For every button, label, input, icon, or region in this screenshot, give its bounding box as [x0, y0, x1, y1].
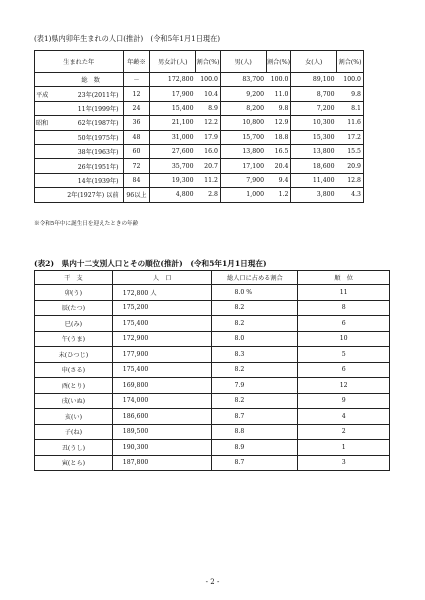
- female-pop-cell: 89,100: [291, 73, 337, 87]
- table-row: [35, 188, 364, 202]
- table-row: [35, 378, 390, 394]
- header-rank: 順 位: [298, 271, 390, 285]
- age-cell: 72: [123, 159, 150, 173]
- age-cell: －: [123, 73, 150, 87]
- birth-year-cell: 62年(1987年): [59, 116, 123, 130]
- birth-year-cell: 26年(1951年): [59, 159, 123, 173]
- table-row: [35, 159, 364, 173]
- male-pop-cell: 17,100: [220, 159, 266, 173]
- population-cell: 187,800: [112, 455, 212, 471]
- header-share: 総人口に占める割合: [212, 271, 298, 285]
- birth-year-cell: 50年(1975年): [59, 130, 123, 144]
- total-ratio-cell: 100.0: [196, 73, 221, 87]
- era-label-cell: [35, 130, 59, 144]
- birth-year-cell: 23年(2011年): [59, 87, 123, 101]
- table-row: [35, 130, 364, 144]
- male-pop-cell: 7,900: [220, 173, 266, 187]
- table-row: [35, 144, 364, 158]
- male-pop-cell: 83,700: [220, 73, 266, 87]
- male-ratio-cell: 100.0: [266, 73, 291, 87]
- era-label-cell: [35, 73, 59, 87]
- zodiac-sign-cell: 酉(とり): [35, 378, 113, 394]
- zodiac-sign-cell: 寅(とら): [35, 455, 113, 471]
- female-ratio-cell: 17.2: [337, 130, 364, 144]
- total-pop-cell: 19,300: [150, 173, 196, 187]
- male-pop-cell: 15,700: [220, 130, 266, 144]
- population-cell: 190,300: [112, 440, 212, 456]
- header-female-pop: 女(人): [291, 51, 337, 73]
- table1-title: (表1)県内卯年生まれの人口(推計) (令和5年1月1日現在): [34, 34, 221, 43]
- female-ratio-cell: 15.5: [337, 144, 364, 158]
- population-cell: 174,000: [112, 393, 212, 409]
- share-cell: 8.8: [212, 424, 298, 440]
- table-row: [35, 393, 390, 409]
- rank-cell: 3: [298, 455, 390, 471]
- age-cell: 60: [123, 144, 150, 158]
- female-pop-cell: 11,400: [291, 173, 337, 187]
- female-ratio-cell: 20.9: [337, 159, 364, 173]
- total-ratio-cell: 17.9: [196, 130, 221, 144]
- share-cell: 8.2: [212, 393, 298, 409]
- rank-cell: 1: [298, 440, 390, 456]
- table-row: [35, 424, 390, 440]
- female-ratio-cell: 12.8: [337, 173, 364, 187]
- rank-cell: 6: [298, 362, 390, 378]
- table2-header-row: [35, 271, 390, 285]
- table-row: [35, 331, 390, 347]
- table-row: [35, 316, 390, 332]
- header-zodiac-sign: 干 支: [35, 271, 113, 285]
- male-ratio-cell: 9.8: [266, 101, 291, 115]
- population-cell: 175,200: [112, 300, 212, 316]
- male-pop-cell: 13,800: [220, 144, 266, 158]
- population-cell: 189,500: [112, 424, 212, 440]
- share-cell: 8.7: [212, 409, 298, 425]
- female-pop-cell: 7,200: [291, 101, 337, 115]
- male-pop-cell: 1,000: [220, 188, 266, 202]
- total-pop-cell: 35,700: [150, 159, 196, 173]
- female-pop-cell: 13,800: [291, 144, 337, 158]
- birth-year-cell: 2年(1927年) 以前: [59, 188, 123, 202]
- female-pop-cell: 10,300: [291, 116, 337, 130]
- total-pop-cell: 4,800: [150, 188, 196, 202]
- share-cell: 8.3: [212, 347, 298, 363]
- total-ratio-cell: 16.0: [196, 144, 221, 158]
- female-ratio-cell: 100.0: [337, 73, 364, 87]
- era-label-cell: [35, 101, 59, 115]
- zodiac-sign-cell: 卯(う): [35, 285, 113, 301]
- birth-year-cell: 38年(1963年): [59, 144, 123, 158]
- birth-year-cell: 総 数: [59, 73, 123, 87]
- birth-year-cell: 11年(1999年): [59, 101, 123, 115]
- era-label-cell: [35, 173, 59, 187]
- share-cell: 8.2: [212, 316, 298, 332]
- share-cell: 8.2: [212, 362, 298, 378]
- rank-cell: 4: [298, 409, 390, 425]
- population-cell: 175,400: [112, 362, 212, 378]
- population-cell: 172,900: [112, 331, 212, 347]
- rank-cell: 10: [298, 331, 390, 347]
- rank-cell: 12: [298, 378, 390, 394]
- total-ratio-cell: 2.8: [196, 188, 221, 202]
- era-label-cell: [35, 144, 59, 158]
- male-ratio-cell: 16.5: [266, 144, 291, 158]
- share-cell: 8.2: [212, 300, 298, 316]
- total-pop-cell: 17,900: [150, 87, 196, 101]
- total-pop-cell: 31,000: [150, 130, 196, 144]
- rank-cell: 6: [298, 316, 390, 332]
- zodiac-sign-cell: 巳(み): [35, 316, 113, 332]
- age-cell: 48: [123, 130, 150, 144]
- birth-year-cell: 14年(1939年): [59, 173, 123, 187]
- header-born-year: 生まれた年: [35, 51, 124, 73]
- share-cell: 8.7: [212, 455, 298, 471]
- female-pop-cell: 18,600: [291, 159, 337, 173]
- era-label-cell: [35, 159, 59, 173]
- table1-footnote: ※令和5年中に誕生日を迎えたときの年齢: [34, 221, 139, 227]
- header-total-pop: 男女計(人): [150, 51, 196, 73]
- header-male-pop: 男(人): [220, 51, 266, 73]
- table-row: [35, 300, 390, 316]
- rank-cell: 11: [298, 285, 390, 301]
- table1-birth-year-population: [34, 50, 364, 203]
- table-row: [35, 409, 390, 425]
- table-row: [35, 87, 364, 101]
- male-ratio-cell: 1.2: [266, 188, 291, 202]
- population-cell: 177,900: [112, 347, 212, 363]
- rank-cell: 5: [298, 347, 390, 363]
- rank-cell: 9: [298, 393, 390, 409]
- era-label-cell: 平成: [35, 87, 59, 101]
- population-cell: 175,400: [112, 316, 212, 332]
- zodiac-sign-cell: 子(ね): [35, 424, 113, 440]
- total-pop-cell: 21,100: [150, 116, 196, 130]
- table2-zodiac-population: [34, 270, 390, 471]
- zodiac-sign-cell: 戌(いぬ): [35, 393, 113, 409]
- total-pop-cell: 27,600: [150, 144, 196, 158]
- table-row: [35, 101, 364, 115]
- table-row: [35, 455, 390, 471]
- era-label-cell: [35, 188, 59, 202]
- total-ratio-cell: 11.2: [196, 173, 221, 187]
- male-pop-cell: 10,800: [220, 116, 266, 130]
- header-male-ratio: 割合(%): [266, 51, 291, 73]
- population-cell: 169,800: [112, 378, 212, 394]
- era-label-cell: 昭和: [35, 116, 59, 130]
- table-row: [35, 440, 390, 456]
- zodiac-sign-cell: 午(うま): [35, 331, 113, 347]
- header-population: 人 口: [112, 271, 212, 285]
- table-row: [35, 362, 390, 378]
- zodiac-sign-cell: 亥(い): [35, 409, 113, 425]
- population-cell: 186,600: [112, 409, 212, 425]
- header-total-ratio: 割合(%): [196, 51, 221, 73]
- male-ratio-cell: 20.4: [266, 159, 291, 173]
- total-pop-cell: 172,800: [150, 73, 196, 87]
- zodiac-sign-cell: 申(さる): [35, 362, 113, 378]
- female-ratio-cell: 4.3: [337, 188, 364, 202]
- female-ratio-cell: 9.8: [337, 87, 364, 101]
- male-ratio-cell: 18.8: [266, 130, 291, 144]
- table-row: [35, 173, 364, 187]
- age-cell: 96以上: [123, 188, 150, 202]
- male-pop-cell: 9,200: [220, 87, 266, 101]
- total-pop-cell: 15,400: [150, 101, 196, 115]
- header-age: 年齢※: [123, 51, 150, 73]
- rank-cell: 2: [298, 424, 390, 440]
- age-cell: 84: [123, 173, 150, 187]
- table-row: [35, 347, 390, 363]
- rank-cell: 8: [298, 300, 390, 316]
- population-cell: 172,800 人: [112, 285, 212, 301]
- female-pop-cell: 15,300: [291, 130, 337, 144]
- male-ratio-cell: 9.4: [266, 173, 291, 187]
- share-cell: 7.9: [212, 378, 298, 394]
- female-ratio-cell: 8.1: [337, 101, 364, 115]
- table-row: [35, 285, 390, 301]
- male-pop-cell: 8,200: [220, 101, 266, 115]
- age-cell: 24: [123, 101, 150, 115]
- share-cell: 8.9: [212, 440, 298, 456]
- female-pop-cell: 3,800: [291, 188, 337, 202]
- share-cell: 8.0: [212, 331, 298, 347]
- female-ratio-cell: 11.6: [337, 116, 364, 130]
- share-cell: 8.0 %: [212, 285, 298, 301]
- female-pop-cell: 8,700: [291, 87, 337, 101]
- male-ratio-cell: 11.0: [266, 87, 291, 101]
- age-cell: 12: [123, 87, 150, 101]
- header-female-ratio: 割合(%): [337, 51, 364, 73]
- table1-header-row: [35, 51, 364, 73]
- total-ratio-cell: 20.7: [196, 159, 221, 173]
- male-ratio-cell: 12.9: [266, 116, 291, 130]
- zodiac-sign-cell: 丑(うし): [35, 440, 113, 456]
- total-ratio-cell: 10.4: [196, 87, 221, 101]
- page-number: - 2 -: [205, 578, 220, 586]
- zodiac-sign-cell: 未(ひつじ): [35, 347, 113, 363]
- total-ratio-cell: 12.2: [196, 116, 221, 130]
- table-row: [35, 73, 364, 87]
- zodiac-sign-cell: 辰(たつ): [35, 300, 113, 316]
- age-cell: 36: [123, 116, 150, 130]
- table2-title: (表2) 県内十二支別人口とその順位(推計) (令和5年1月1日現在): [34, 259, 267, 268]
- total-ratio-cell: 8.9: [196, 101, 221, 115]
- table-row: [35, 116, 364, 130]
